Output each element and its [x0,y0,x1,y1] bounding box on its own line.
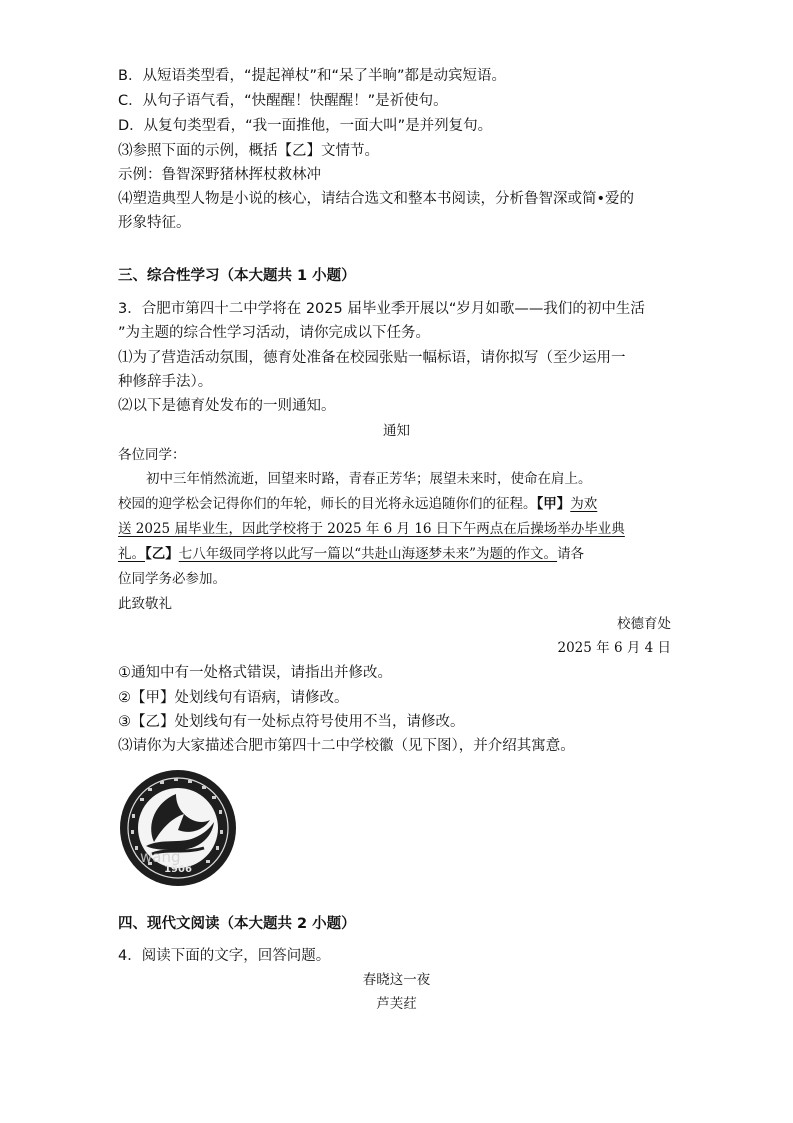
q3-line2: ”为主题的综合性学习活动，请你完成以下任务。 [118,325,431,341]
notice-ending-2: 位同学务必参加。 [118,571,226,587]
notice-paragraph-3 [118,544,584,564]
article-title: 春晓这一夜 [362,972,431,988]
emblem-year: 1906 [164,864,192,875]
option-b: B．从短语类型看，“提起禅杖”和“呆了半晌”都是动宾短语。 [118,68,506,84]
notice-date: 2025 年 6 月 4 日 [557,640,671,656]
underlined-jia-3: 礼。 [118,546,145,562]
school-emblem-icon [118,768,238,888]
q4-prompt: 4．阅读下面的文字，回答问题。 [118,948,331,964]
article-author: 芦芙荭 [376,996,417,1012]
marker-jia: 【甲】 [536,496,571,512]
q3-sub2: ⑵以下是德育处发布的一则通知。 [118,398,336,414]
q2-sub3-prompt: ⑶参照下面的示例，概括【乙】文情节。 [118,143,379,159]
option-d: D．从复句类型看，“我一面推他，一面大叫”是并列复句。 [118,118,493,134]
q3-sub1-line2: 种修辞手法）。 [118,374,213,390]
q3-sub1-line1: ⑴为了营造活动氛围，德育处准备在校园张贴一幅标语，请你拟写（至少运用一 [118,350,626,366]
underlined-jia-2: 送 2025 届毕业生，因此学校将于 2025 年 6 月 16 日下午两点在后操场举办毕业典 [118,521,625,537]
q3-line1: 3．合肥市第四十二中学将在 2025 届毕业季开展以“岁月如歌——我们的初中生活 [118,301,645,317]
notice-closing: 此致敬礼 [118,596,172,612]
option-c: C．从句子语气看，“快醒醒！快醒醒！”是祈使句。 [118,93,448,109]
notice-ending: 请各 [557,546,585,562]
q2-sub3-example: 示例：鲁智深野猪林挥杖救林冲 [118,167,321,183]
notice-p2-text: 校园的迎学松会记得你们的年轮，师长的目光将永远追随你们的征程。 [118,496,537,512]
notice-title: 通知 [383,423,410,439]
watermark-text: wang [140,848,181,866]
task-2: ②【甲】处划线句有语病，请修改。 [118,690,349,706]
q3-sub3: ⑶请你为大家描述合肥市第四十二中学校徽（见下图），并介绍其寓意。 [118,738,575,754]
underlined-yi: 七八年级同学将以此写一篇以“共赴山海逐梦未来”为题的作文。 [178,546,558,562]
task-3: ③【乙】处划线句有一处标点符号使用不当，请修改。 [118,714,465,730]
notice-paragraph-2 [118,494,597,514]
notice-signer: 校德育处 [617,616,671,632]
section4-heading: 四、现代文阅读（本大题共 2 小题） [118,916,356,932]
notice-paragraph-1: 初中三年悄然流逝，回望来时路，青春正芳华；展望未来时，使命在肩上。 [146,471,592,487]
notice-salutation: 各位同学： [118,447,186,463]
section3-heading: 三、综合性学习（本大题共 1 小题） [118,268,356,284]
q2-sub4-line2: 形象特征。 [118,215,191,231]
marker-yi: 【乙】 [145,546,179,562]
task-1: ①通知中有一处格式错误，请指出并修改。 [118,665,392,681]
underlined-jia-1: 为欢 [570,496,598,512]
q2-sub4-line1: ⑷塑造典型人物是小说的核心，请结合选文和整本书阅读，分析鲁智深或简•爱的 [118,191,635,207]
